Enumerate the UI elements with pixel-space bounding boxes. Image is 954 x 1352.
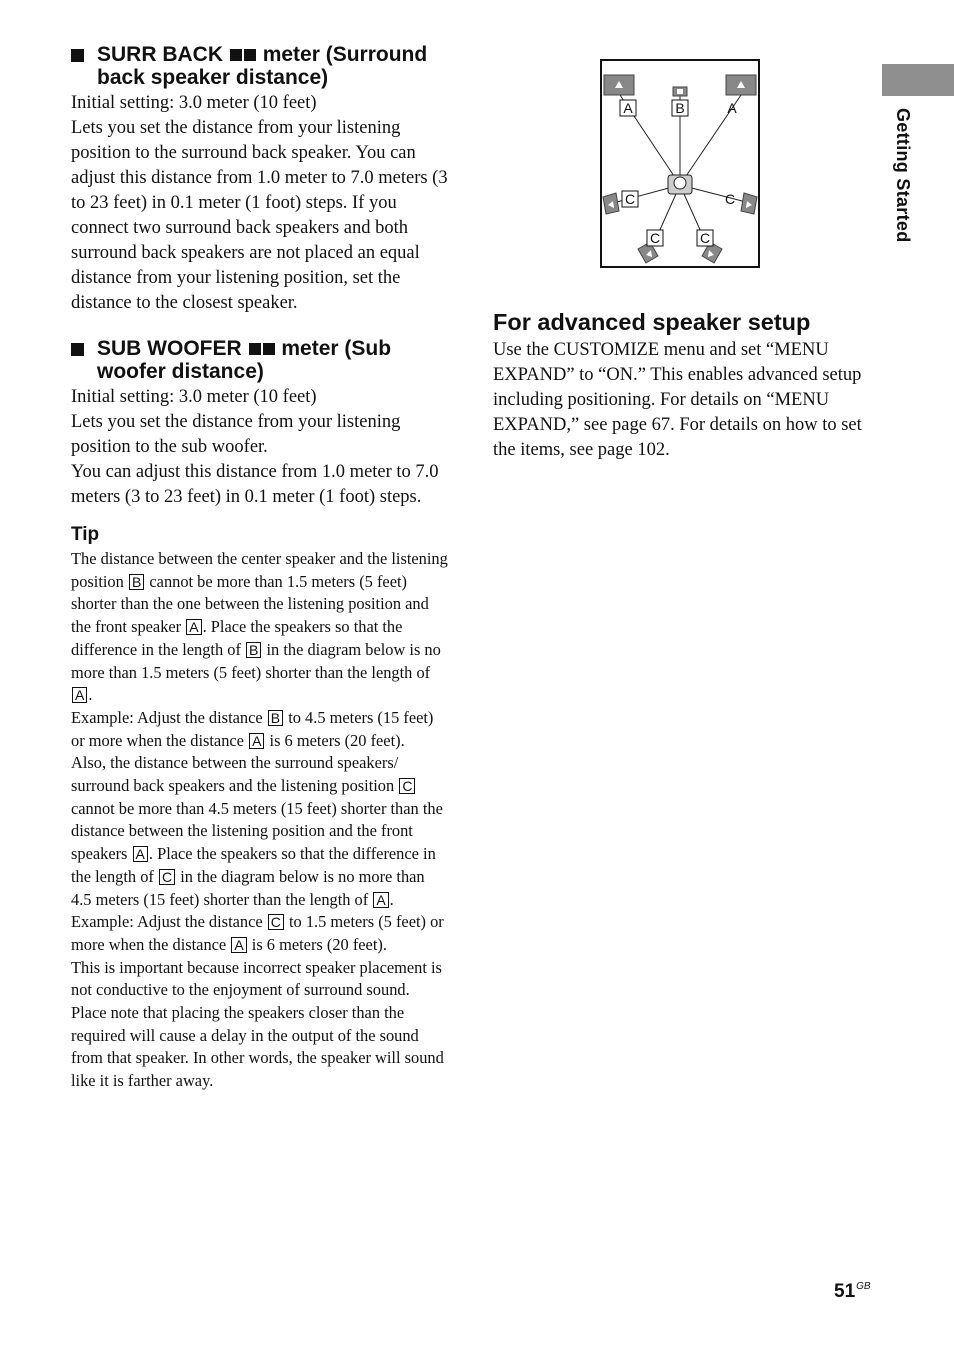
label-a-box: A [373,892,388,908]
tip-text: to 1.5 meters (5 feet) or more when the distance [71,912,444,954]
sub-woofer-heading [71,338,449,383]
surr-back-title-part2: meter (Surround back speaker distance) [97,43,428,89]
surr-back-title-part1: SURR BACK [97,43,223,66]
advanced-setup-heading: For advanced speaker setup [493,309,811,335]
front-left-speaker-icon [604,75,634,95]
tip-paragraph-4 [71,911,449,956]
tip-text: is 6 meters (20 feet). [269,730,405,750]
right-column [493,308,871,463]
surr-back-heading [71,44,449,89]
tip-paragraph-2 [71,707,449,752]
tip-text: cannot be more than 1.5 meters (5 feet) shorter than the one between the listening position and the front speaker [71,571,429,637]
bullet-square-icon [71,343,84,356]
speaker-placement-diagram [600,59,760,268]
tip-paragraph-1 [71,548,449,707]
page-number-suffix: GB [856,1281,871,1292]
sub-woofer-description: Lets you set the distance from your listening position to the sub woofer. [71,412,401,457]
listening-position-icon [668,175,692,194]
left-column [71,44,449,1093]
placeholder-square-icon [230,49,242,61]
center-speaker-icon [673,87,687,96]
diagram-label-a: A [623,100,633,116]
bullet-square-icon [71,49,84,62]
sub-woofer-title-part1: SUB WOOFER [97,337,242,360]
tip-paragraph-3 [71,752,449,911]
section-tab-label [892,108,916,268]
advanced-setup-text: Use the CUSTOMIZE menu and set “MENU EXPAND” to “ON.” This enables advanced setup including positioning. For details on “MENU EXPAND,” see page 67. For details on how to set the items, see page 102. [493,340,862,460]
placeholder-square-icon [249,343,261,355]
label-a-box: A [133,846,148,862]
page-number [834,1281,871,1303]
sub-woofer-adjust-range: You can adjust this distance from 1.0 meter to 7.0 meters (3 to 23 feet) in 0.1 meter (1 foot) steps. [71,462,439,507]
tip-paragraph-5: This is important because incorrect speaker placement is not conductive to the enjoyment of surround sound. Place note that placing the speakers closer than the required will cause a delay in the output of the sound from that speaker. In other words, the speaker will sound like it is farther away. [71,957,444,1091]
tip-text: cannot be more than 4.5 meters (15 feet) shorter than the distance between the listening position and the front speakers [71,798,443,864]
surr-back-initial-setting: Initial setting: 3.0 meter (10 feet) [71,93,317,113]
tip-text: in the diagram below is no more than 4.5 meters (15 feet) shorter than the length of [71,866,425,909]
tip-text: The distance between the center speaker and the listening position [71,549,448,591]
label-a-box: A [72,687,87,703]
diagram-label-b: B [675,100,685,116]
tip-text: . Place the speakers so that the difference in the length of [71,844,436,886]
section-tab-marker [882,64,954,96]
diagram-label-c: C [699,230,711,246]
front-right-speaker-icon [726,75,756,95]
diagram-label-c: C [624,191,636,207]
diagram-label-c: C [724,191,736,207]
surr-back-description: Lets you set the distance from your listening position to the surround back speaker. You can adjust this distance from 1.0 meter to 7.0 meters (3 to 23 feet) in 0.1 meter (1 foot) steps. If you connect two surround back speakers and both surround back speakers are not placed an equal distance from your listening position, set the distance to the closest speaker. [71,118,448,313]
tip-text: to 4.5 meters (15 feet) or more when the distance [71,707,434,750]
label-a-box: A [249,733,264,749]
diagram-label-c: C [649,230,661,246]
surround-left-speaker-icon [603,193,619,214]
tip-text: . [389,889,394,909]
diagram-label-a: A [727,100,737,116]
tip-heading: Tip [71,524,100,545]
tip-text: . [88,685,93,705]
tip-text: Example: Adjust the distance [71,707,263,727]
sub-woofer-initial-setting: Initial setting: 3.0 meter (10 feet) [71,387,317,407]
page-number-value: 51 [834,1281,856,1302]
tip-text: Also, the distance between the surround speakers/ surround back speakers and the listening position [71,753,399,796]
placeholder-square-icon [263,343,275,355]
label-b-box: B [129,574,144,590]
label-b-box: B [268,710,283,726]
label-a-box: A [186,619,201,635]
sub-woofer-title-part2: meter (Sub woofer distance) [97,337,392,383]
tip-text: . Place the speakers so that the difference in the length of [71,617,403,659]
tip-text: Example: Adjust the distance [71,912,263,932]
label-c-box: C [268,914,284,930]
placeholder-square-icon [244,49,256,61]
label-a-box: A [231,937,246,953]
label-b-box: B [246,642,261,658]
label-c-box: C [399,778,415,794]
surround-right-speaker-icon [741,193,757,214]
tip-text: is 6 meters (20 feet). [251,934,387,954]
section-tab-text: Getting Started [893,108,913,243]
tip-text: in the diagram below is no more than 1.5 meters (5 feet) shorter than the length of [71,639,441,682]
label-c-box: C [159,869,175,885]
